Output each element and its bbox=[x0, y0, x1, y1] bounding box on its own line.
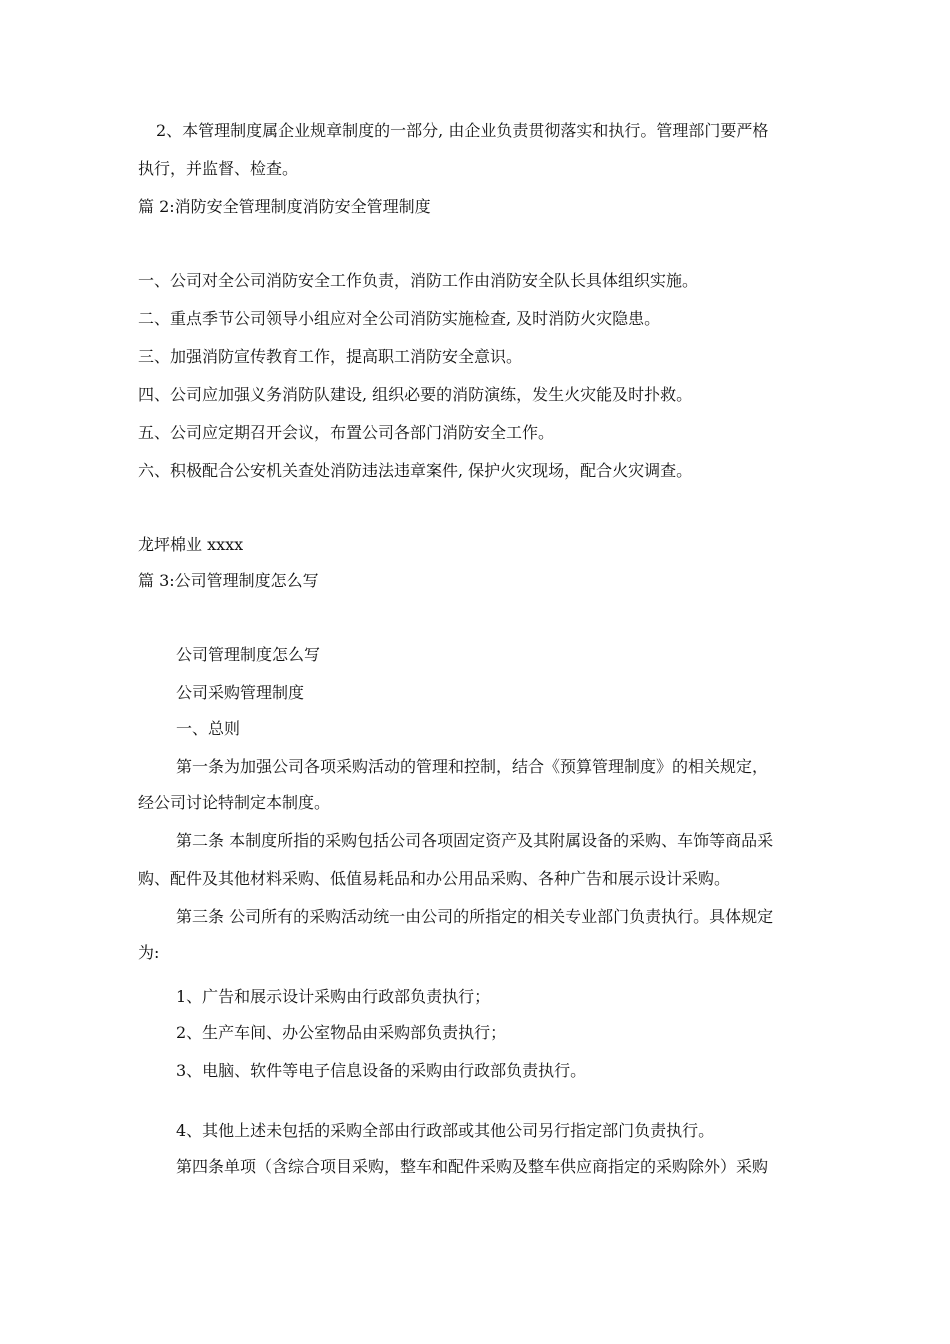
list-item: 2、生产车间、办公室物品由采购部负责执行； bbox=[176, 1023, 507, 1042]
list-item: 1、广告和展示设计采购由行政部负责执行； bbox=[176, 987, 491, 1006]
list-item: 一、公司对全公司消防安全工作负责，消防工作由消防安全队长具体组织实施。 bbox=[138, 271, 699, 290]
sub-title: 一、总则 bbox=[176, 719, 241, 738]
signature: 龙坪棉业 xxxx bbox=[138, 535, 244, 554]
list-item: 3、电脑、软件等电子信息设备的采购由行政部负责执行。 bbox=[176, 1061, 587, 1080]
list-item: 五、公司应定期召开会议，布置公司各部门消防安全工作。 bbox=[138, 423, 555, 442]
section-heading: 篇 3:公司管理制度怎么写 bbox=[138, 571, 319, 590]
section-heading: 篇 2:消防安全管理制度消防安全管理制度 bbox=[138, 197, 431, 216]
paragraph-line: 为: bbox=[138, 943, 160, 962]
sub-title: 公司管理制度怎么写 bbox=[176, 645, 321, 664]
paragraph-line: 第三条 公司所有的采购活动统一由公司的所指定的相关专业部门负责执行。具体规定 bbox=[176, 907, 774, 926]
list-item: 三、加强消防宣传教育工作，提高职工消防安全意识。 bbox=[138, 347, 523, 366]
list-item: 四、公司应加强义务消防队建设, 组织必要的消防演练，发生火灾能及时扑救。 bbox=[138, 385, 693, 404]
list-item: 4、其他上述未包括的采购全部由行政部或其他公司另行指定部门负责执行。 bbox=[176, 1121, 715, 1140]
paragraph-line: 第四条单项（含综合项目采购，整车和配件采购及整车供应商指定的采购除外）采购 bbox=[176, 1157, 769, 1176]
paragraph-line: 购、配件及其他材料采购、低值易耗品和办公用品采购、各种广告和展示设计采购。 bbox=[138, 869, 731, 888]
paragraph-line: 2、本管理制度属企业规章制度的一部分, 由企业负责贯彻落实和执行。管理部门要严格 bbox=[156, 121, 769, 140]
paragraph-line: 第二条 本制度所指的采购包括公司各项固定资产及其附属设备的采购、车饰等商品采 bbox=[176, 831, 774, 850]
paragraph-line: 执行，并监督、检查。 bbox=[138, 159, 299, 178]
sub-title: 公司采购管理制度 bbox=[176, 683, 305, 702]
list-item: 二、重点季节公司领导小组应对全公司消防实施检查, 及时消防火灾隐患。 bbox=[138, 309, 661, 328]
list-item: 六、积极配合公安机关查处消防违法违章案件, 保护火灾现场，配合火灾调查。 bbox=[138, 461, 693, 480]
paragraph-line: 经公司讨论特制定本制度。 bbox=[138, 793, 331, 812]
paragraph-line: 第一条为加强公司各项采购活动的管理和控制，结合《预算管理制度》的相关规定， bbox=[176, 757, 769, 776]
